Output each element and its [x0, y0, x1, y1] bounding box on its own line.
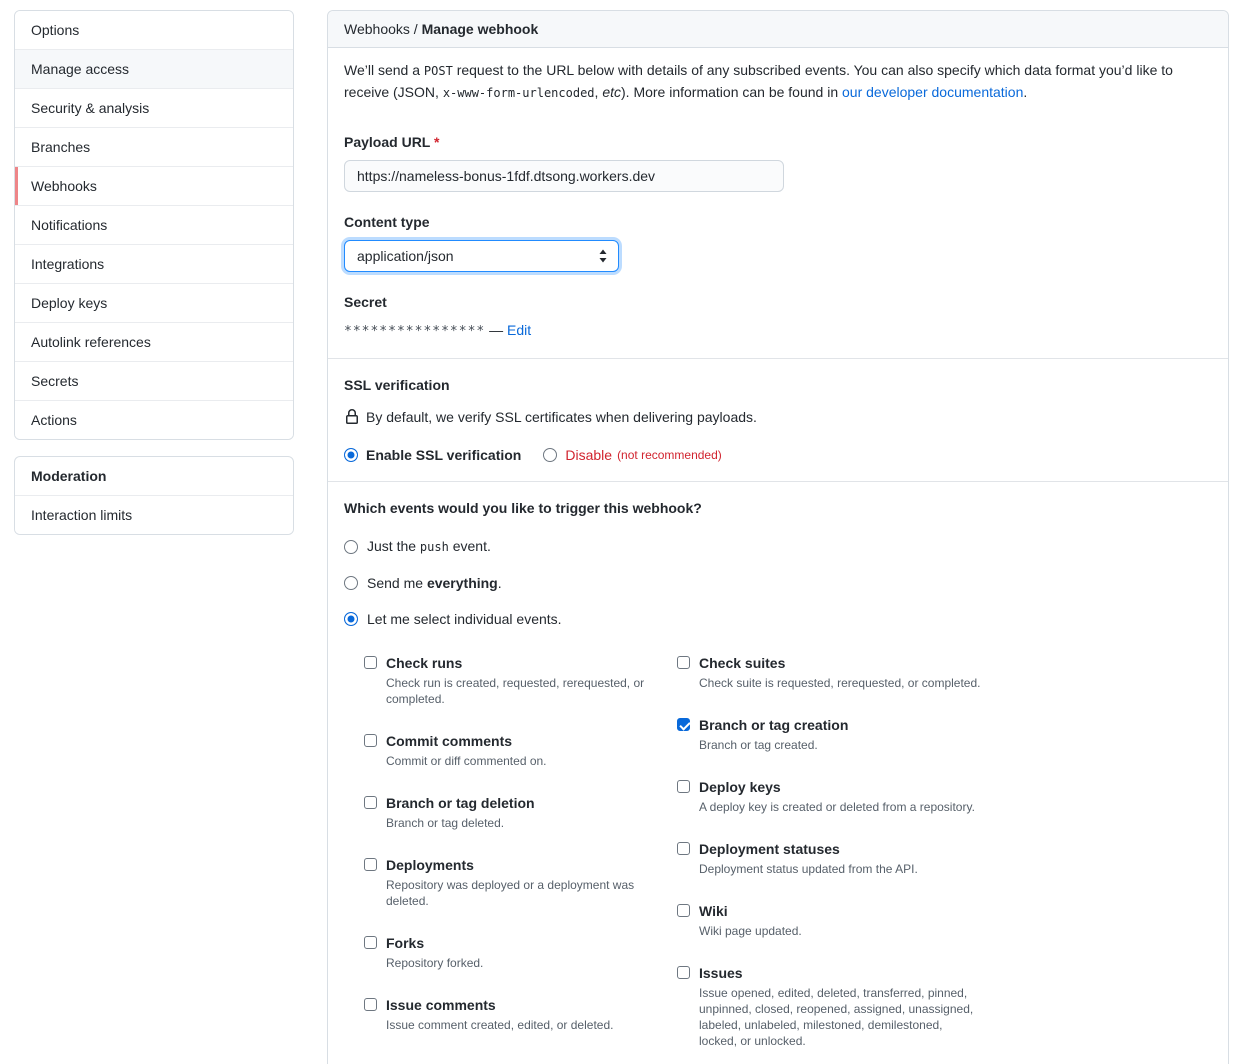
- content-type-select[interactable]: [344, 240, 619, 272]
- event-title: Commit comments: [386, 733, 513, 749]
- event-item-issue-comments: [364, 995, 677, 1033]
- event-description: Deployment status updated from the API.: [699, 862, 918, 876]
- events-question: Which events would you like to trigger this webhook?: [344, 500, 702, 516]
- event-checkbox-deploy-keys[interactable]: [677, 780, 690, 793]
- developer-documentation-link[interactable]: our developer documentation: [842, 84, 1024, 100]
- sidebar-item-manage-access[interactable]: Manage access: [15, 49, 293, 88]
- event-item-check-runs: [364, 653, 677, 707]
- disable-ssl-label: Disable: [565, 447, 613, 463]
- event-item-branch-or-tag-deletion: [364, 793, 677, 831]
- events-grid: [364, 653, 1212, 1064]
- event-radio-push-row: [344, 536, 1212, 557]
- event-title: Wiki: [699, 903, 728, 919]
- sidebar-item-security-analysis[interactable]: Security & analysis: [15, 88, 293, 127]
- event-checkbox-forks[interactable]: [364, 936, 377, 949]
- event-item-check-suites: [677, 653, 990, 691]
- just-push-radio[interactable]: [344, 540, 358, 554]
- event-item-issues: [677, 963, 990, 1049]
- event-title: Branch or tag deletion: [386, 795, 535, 811]
- payload-url-input[interactable]: [344, 160, 784, 192]
- event-item-commit-comments: [364, 731, 677, 769]
- ssl-radio-row: [344, 445, 1212, 465]
- breadcrumb-separator: /: [409, 21, 422, 37]
- breadcrumb-webhooks-link[interactable]: Webhooks: [344, 21, 410, 37]
- event-title: Forks: [386, 935, 425, 951]
- event-item-deployment-statuses: [677, 839, 990, 877]
- payload-url-label-text: Payload URL: [344, 134, 431, 150]
- just-push-label: Just the push event.: [367, 538, 491, 554]
- webhook-intro-text: [328, 48, 1228, 116]
- intro-etc: etc: [602, 84, 621, 100]
- event-checkbox-issues[interactable]: [677, 966, 690, 979]
- events-section: [328, 481, 1228, 1064]
- updown-arrows-icon: [598, 249, 608, 263]
- webhook-form-section: [328, 116, 1228, 358]
- sidebar-item-interaction-limits[interactable]: Interaction limits: [15, 495, 293, 534]
- event-checkbox-issue-comments[interactable]: [364, 998, 377, 1011]
- event-checkbox-wiki[interactable]: [677, 904, 690, 917]
- event-description: Repository was deployed or a deployment was deleted.: [386, 878, 635, 908]
- secret-dash: —: [489, 322, 504, 338]
- event-description: Check suite is requested, rerequested, or completed.: [699, 676, 981, 690]
- intro-code-urlencoded: x-www-form-urlencoded: [442, 86, 595, 100]
- event-description: Branch or tag created.: [699, 738, 818, 752]
- event-description: Wiki page updated.: [699, 924, 802, 938]
- individual-events-label: Let me select individual events.: [367, 611, 562, 627]
- event-checkbox-branch-or-tag-deletion[interactable]: [364, 796, 377, 809]
- settings-sidebar: [14, 10, 294, 535]
- event-checkbox-commit-comments[interactable]: [364, 734, 377, 747]
- payload-url-label: [344, 132, 1212, 152]
- content-type-label: Content type: [344, 214, 430, 230]
- event-radio-everything-row: [344, 573, 1212, 593]
- event-item-forks: [364, 933, 677, 971]
- event-description: A deploy key is created or deleted from a repository.: [699, 800, 975, 814]
- settings-nav: [14, 10, 294, 440]
- event-title: Check runs: [386, 655, 463, 671]
- event-description: Issue comment created, edited, or deleted.: [386, 1018, 614, 1032]
- sidebar-item-deploy-keys[interactable]: Deploy keys: [15, 283, 293, 322]
- content-type-selected-value: application/json: [357, 248, 454, 264]
- event-title: Issue comments: [386, 997, 496, 1013]
- event-description: Issue opened, edited, deleted, transferred, pinned, unpinned, closed, reopened, assigned, unassigned, labeled, unlabeled, milestoned, demilestoned, locked, or unlocked.: [699, 986, 974, 1048]
- sidebar-item-integrations[interactable]: Integrations: [15, 244, 293, 283]
- event-checkbox-branch-or-tag-creation[interactable]: [677, 718, 690, 731]
- intro-text: ). More information can be found in: [621, 84, 843, 100]
- event-item-deployments: [364, 855, 677, 909]
- event-checkbox-deployments[interactable]: [364, 858, 377, 871]
- event-checkbox-check-runs[interactable]: [364, 656, 377, 669]
- page-title: Manage webhook: [421, 21, 539, 37]
- event-item-wiki: [677, 901, 990, 939]
- required-asterisk: *: [434, 134, 440, 150]
- event-description: Repository forked.: [386, 956, 484, 970]
- sidebar-item-secrets[interactable]: Secrets: [15, 361, 293, 400]
- event-description: Commit or diff commented on.: [386, 754, 547, 768]
- event-title: Deployments: [386, 857, 474, 873]
- event-radio-individual-row: [344, 609, 1212, 629]
- disable-ssl-note: (not recommended): [617, 448, 722, 462]
- breadcrumb: [328, 11, 1228, 48]
- sidebar-item-autolink-references[interactable]: Autolink references: [15, 322, 293, 361]
- secret-row: [344, 320, 1212, 342]
- event-title: Branch or tag creation: [699, 717, 849, 733]
- event-checkbox-check-suites[interactable]: [677, 656, 690, 669]
- secret-label: Secret: [344, 294, 387, 310]
- enable-ssl-label: Enable SSL verification: [366, 447, 522, 463]
- intro-text: .: [1023, 84, 1028, 100]
- sidebar-item-actions[interactable]: Actions: [15, 400, 293, 439]
- event-title: Issues: [699, 965, 743, 981]
- events-column-left: [364, 653, 677, 1064]
- disable-ssl-radio[interactable]: [543, 448, 557, 462]
- event-checkbox-deployment-statuses[interactable]: [677, 842, 690, 855]
- intro-text: request to the URL below with details of any subscribed events. You can also specify which data format you’d like to receive (JSON,: [344, 62, 1173, 100]
- sidebar-item-options[interactable]: Options: [15, 11, 293, 49]
- enable-ssl-radio[interactable]: [344, 448, 358, 462]
- events-column-right: [677, 653, 990, 1064]
- event-title: Deploy keys: [699, 779, 781, 795]
- ssl-note: [344, 407, 1212, 427]
- send-everything-label: Send me everything.: [367, 575, 502, 591]
- lock-icon: [344, 409, 360, 425]
- sidebar-item-branches[interactable]: Branches: [15, 127, 293, 166]
- secret-edit-link[interactable]: Edit: [507, 322, 532, 338]
- ssl-section: [328, 358, 1228, 481]
- individual-events-radio[interactable]: [344, 612, 358, 626]
- moderation-nav: [14, 456, 294, 535]
- webhook-panel: [327, 10, 1229, 1064]
- intro-text: We’ll send a: [344, 62, 424, 78]
- secret-masked-value: ****************: [344, 324, 486, 339]
- event-title: Deployment statuses: [699, 841, 840, 857]
- send-everything-radio[interactable]: [344, 576, 358, 590]
- intro-text: ,: [594, 84, 603, 100]
- sidebar-item-webhooks[interactable]: Webhooks: [15, 166, 293, 205]
- sidebar-item-notifications[interactable]: Notifications: [15, 205, 293, 244]
- event-item-deploy-keys: [677, 777, 990, 815]
- event-description: Check run is created, requested, rerequested, or completed.: [386, 676, 645, 706]
- event-item-branch-or-tag-creation: [677, 715, 990, 753]
- intro-code-post: POST: [423, 64, 453, 78]
- ssl-title: SSL verification: [344, 377, 450, 393]
- ssl-note-text: By default, we verify SSL certificates when delivering payloads.: [366, 409, 757, 425]
- moderation-section-title: Moderation: [31, 468, 107, 484]
- event-description: Branch or tag deleted.: [386, 816, 505, 830]
- event-title: Check suites: [699, 655, 786, 671]
